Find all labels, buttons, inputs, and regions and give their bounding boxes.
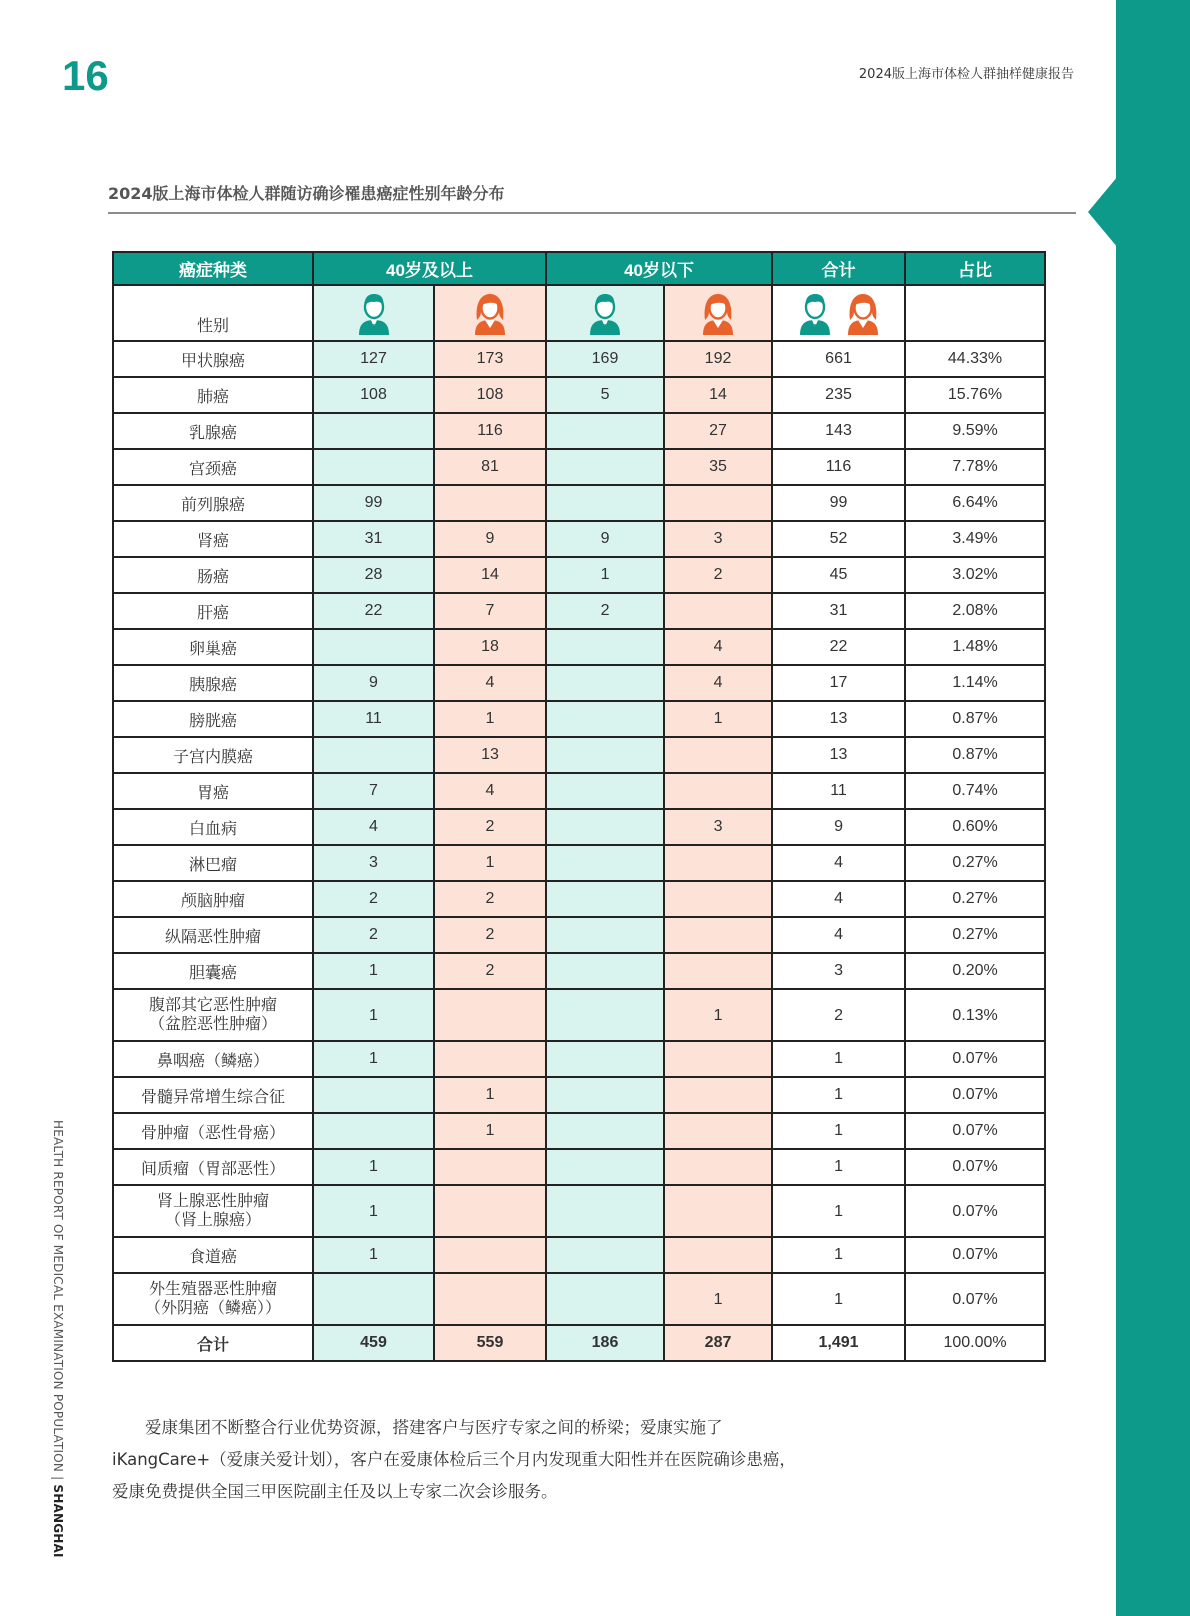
cancer-name: 乳腺癌 <box>188 424 237 442</box>
female-under-40-cell <box>664 773 772 809</box>
header-cancer-type: 癌症种类 <box>113 252 313 285</box>
male-40-plus-cell: 2 <box>313 917 434 953</box>
male-40-plus-cell: 7 <box>313 773 434 809</box>
total-cell: 1 <box>772 1077 905 1113</box>
cancer-name-cell <box>113 413 313 449</box>
table-row <box>113 341 1045 377</box>
cancer-name-subtitle: （盆腔恶性肿瘤） <box>148 1016 277 1033</box>
cancer-name-cell <box>113 809 313 845</box>
ratio-cell: 0.87% <box>905 737 1045 773</box>
table-row <box>113 665 1045 701</box>
table-row <box>113 989 1045 1041</box>
female-40-plus-cell: 1 <box>434 701 546 737</box>
male-40-plus-cell <box>313 1077 434 1113</box>
male-under-40-cell <box>546 737 664 773</box>
female-under-40-cell: 192 <box>664 341 772 377</box>
female-under-40-cell <box>664 1237 772 1273</box>
total-cell: 1,491 <box>772 1325 905 1361</box>
female-under-40-cell: 4 <box>664 665 772 701</box>
table-row <box>113 485 1045 521</box>
total-cell: 3 <box>772 953 905 989</box>
ratio-cell: 44.33% <box>905 341 1045 377</box>
empty-ratio-cell <box>905 285 1045 341</box>
body-line-3: 爱康免费提供全国三甲医院副主任及以上专家二次会诊服务。 <box>112 1482 558 1501</box>
cancer-name: 膀胱癌 <box>188 712 237 730</box>
male-40-plus-cell <box>313 629 434 665</box>
ratio-cell: 9.59% <box>905 413 1045 449</box>
female-40-plus-cell <box>434 485 546 521</box>
female-under-40-cell: 27 <box>664 413 772 449</box>
ratio-cell: 0.07% <box>905 1273 1045 1325</box>
cancer-name-cell <box>113 1113 313 1149</box>
cancer-name-cell <box>113 1185 313 1237</box>
total-cell: 4 <box>772 845 905 881</box>
male-40-plus-cell: 1 <box>313 1041 434 1077</box>
table-row <box>113 593 1045 629</box>
male-under-40-cell <box>546 989 664 1041</box>
section-title: 2024版上海市体检人群随访确诊罹患癌症性别年龄分布 <box>108 184 505 203</box>
table-row <box>113 377 1045 413</box>
male-40-plus-cell: 9 <box>313 665 434 701</box>
vertical-city: SHANGHAI <box>51 1484 65 1558</box>
cancer-name-cell <box>113 665 313 701</box>
ratio-cell: 0.27% <box>905 917 1045 953</box>
total-cell: 116 <box>772 449 905 485</box>
female-under-40-cell <box>664 845 772 881</box>
female-40-plus-cell: 108 <box>434 377 546 413</box>
table-row <box>113 845 1045 881</box>
ratio-cell: 1.14% <box>905 665 1045 701</box>
total-cell: 13 <box>772 737 905 773</box>
male-40-plus-cell: 3 <box>313 845 434 881</box>
ratio-cell: 0.60% <box>905 809 1045 845</box>
cancer-name: 甲状腺癌 <box>180 352 245 370</box>
female-40-plus-cell <box>434 1041 546 1077</box>
cancer-name: 肾癌 <box>196 532 229 550</box>
female-under-40-cell: 1 <box>664 989 772 1041</box>
male-under-40-cell <box>546 773 664 809</box>
male-under-40-cell <box>546 809 664 845</box>
cancer-name: 肺癌 <box>196 388 229 406</box>
cancer-name-cell <box>113 917 313 953</box>
ratio-cell: 3.49% <box>905 521 1045 557</box>
cancer-name-cell <box>113 1273 313 1325</box>
table-row <box>113 809 1045 845</box>
table-row <box>113 557 1045 593</box>
total-cell: 1 <box>772 1149 905 1185</box>
cancer-name-cell <box>113 449 313 485</box>
male-person-icon <box>585 291 625 335</box>
male-40-plus-cell: 22 <box>313 593 434 629</box>
female-under-40-cell: 4 <box>664 629 772 665</box>
female-40-plus-cell: 7 <box>434 593 546 629</box>
total-cell: 13 <box>772 701 905 737</box>
table-row <box>113 773 1045 809</box>
male-40-plus-cell: 31 <box>313 521 434 557</box>
total-cell: 235 <box>772 377 905 413</box>
male-under-40-cell <box>546 1077 664 1113</box>
ratio-cell: 15.76% <box>905 377 1045 413</box>
cancer-name: 白血病 <box>188 820 237 838</box>
header-total: 合计 <box>772 252 905 285</box>
ratio-cell: 0.07% <box>905 1185 1045 1237</box>
total-cell: 9 <box>772 809 905 845</box>
male-40-plus-cell: 1 <box>313 1185 434 1237</box>
male-40-plus-cell: 4 <box>313 809 434 845</box>
total-cell: 45 <box>772 557 905 593</box>
male-under-40-cell <box>546 449 664 485</box>
male-under-40-cell <box>546 701 664 737</box>
ratio-cell: 0.74% <box>905 773 1045 809</box>
male-40-plus-cell <box>313 413 434 449</box>
male-under-40-cell <box>546 413 664 449</box>
male-40-plus-cell <box>313 449 434 485</box>
cancer-name: 子宫内膜癌 <box>172 748 253 766</box>
female-under-40-cell <box>664 1041 772 1077</box>
header-title: 2024版上海市体检人群抽样健康报告 <box>858 67 1074 82</box>
cancer-name-cell <box>113 989 313 1041</box>
female-person-icon <box>698 291 738 335</box>
body-paragraph <box>112 1412 892 1508</box>
ratio-cell: 6.64% <box>905 485 1045 521</box>
male-under-40-cell <box>546 1273 664 1325</box>
table-row <box>113 1237 1045 1273</box>
male-40-plus-cell: 1 <box>313 1149 434 1185</box>
female-40-plus-cell: 2 <box>434 881 546 917</box>
ratio-cell: 0.27% <box>905 881 1045 917</box>
female-under-40-cell <box>664 881 772 917</box>
header-age-40-plus: 40岁及以上 <box>313 252 546 285</box>
male-40-plus-cell: 127 <box>313 341 434 377</box>
male-under-40-cell <box>546 629 664 665</box>
female-under-40-cell: 287 <box>664 1325 772 1361</box>
male-under-40-cell <box>546 1041 664 1077</box>
cancer-name: 宫颈癌 <box>188 460 237 478</box>
cancer-name-cell <box>113 341 313 377</box>
total-cell: 1 <box>772 1237 905 1273</box>
total-cell: 1 <box>772 1185 905 1237</box>
male-under-40-cell <box>546 665 664 701</box>
cancer-name-cell <box>113 845 313 881</box>
female-40-plus-cell: 4 <box>434 773 546 809</box>
ratio-cell: 0.07% <box>905 1077 1045 1113</box>
total-cell: 31 <box>772 593 905 629</box>
female-40-plus-cell: 2 <box>434 917 546 953</box>
female-under-40-cell <box>664 593 772 629</box>
male-under-40-cell <box>546 1113 664 1149</box>
total-cell: 17 <box>772 665 905 701</box>
male-under-40-cell: 1 <box>546 557 664 593</box>
ratio-cell: 0.87% <box>905 701 1045 737</box>
cancer-name-cell <box>113 1149 313 1185</box>
male-under-40-cell <box>546 953 664 989</box>
ratio-cell: 0.07% <box>905 1149 1045 1185</box>
total-cell: 52 <box>772 521 905 557</box>
table-row <box>113 953 1045 989</box>
cancer-name: 肝癌 <box>196 604 229 622</box>
male-under-40-cell <box>546 1185 664 1237</box>
cancer-name-cell <box>113 485 313 521</box>
male-40-plus-cell: 2 <box>313 881 434 917</box>
male-under-40-cell <box>546 1237 664 1273</box>
table-row <box>113 737 1045 773</box>
male-under-40-cell: 186 <box>546 1325 664 1361</box>
total-cell: 22 <box>772 629 905 665</box>
total-label-cell: 合计 <box>113 1325 313 1361</box>
table-row <box>113 449 1045 485</box>
total-cell: 1 <box>772 1041 905 1077</box>
female-40-plus-cell <box>434 1185 546 1237</box>
female-40-plus-cell: 559 <box>434 1325 546 1361</box>
male-under-40-cell: 9 <box>546 521 664 557</box>
cancer-distribution-table <box>112 251 1046 1362</box>
cancer-name: 食道癌 <box>188 1248 237 1266</box>
cancer-name-cell <box>113 701 313 737</box>
female-under-40-cell <box>664 485 772 521</box>
cancer-name-cell <box>113 773 313 809</box>
ratio-cell: 0.07% <box>905 1113 1045 1149</box>
male-40-plus-cell <box>313 1113 434 1149</box>
cancer-name: 淋巴瘤 <box>188 856 237 874</box>
table-header-row <box>113 252 1045 285</box>
female-under-40-cell <box>664 917 772 953</box>
cancer-name: 鼻咽癌（鳞癌） <box>156 1052 269 1070</box>
cancer-name-subtitle: （肾上腺癌） <box>164 1212 261 1229</box>
female-40-plus-cell: 18 <box>434 629 546 665</box>
female-under-40-cell: 35 <box>664 449 772 485</box>
ratio-cell: 1.48% <box>905 629 1045 665</box>
cancer-name: 胆囊癌 <box>188 964 237 982</box>
cancer-name-cell <box>113 593 313 629</box>
total-cell: 99 <box>772 485 905 521</box>
female-40-plus-cell: 2 <box>434 809 546 845</box>
body-line-2: iKangCare+（爱康关爱计划），客户在爱康体检后三个月内发现重大阳性并在医院确诊患癌， <box>112 1450 796 1469</box>
total-cell: 2 <box>772 989 905 1041</box>
cancer-name: 卵巢癌 <box>188 640 237 658</box>
table-row <box>113 1149 1045 1185</box>
table-row <box>113 701 1045 737</box>
cancer-name: 外生殖器恶性肿瘤 <box>148 1281 277 1298</box>
ratio-cell: 0.07% <box>905 1237 1045 1273</box>
cancer-name-cell <box>113 1041 313 1077</box>
female-40-plus-cell: 13 <box>434 737 546 773</box>
male-under-40-cell: 2 <box>546 593 664 629</box>
female-40-plus-cell: 2 <box>434 953 546 989</box>
ratio-cell: 0.20% <box>905 953 1045 989</box>
table-row <box>113 1113 1045 1149</box>
male-under-40-cell: 169 <box>546 341 664 377</box>
ratio-cell: 0.13% <box>905 989 1045 1041</box>
cancer-name: 纵隔恶性肿瘤 <box>164 928 261 946</box>
vertical-separator: | <box>51 1476 65 1481</box>
table-row <box>113 1185 1045 1237</box>
cancer-name: 肾上腺恶性肿瘤 <box>156 1193 269 1210</box>
male-40-plus-cell: 108 <box>313 377 434 413</box>
ratio-cell: 2.08% <box>905 593 1045 629</box>
male-40-plus-cell <box>313 737 434 773</box>
female-under-40-cell: 3 <box>664 809 772 845</box>
female-person-icon <box>843 291 883 335</box>
male-40-plus-cell: 1 <box>313 989 434 1041</box>
total-cell: 4 <box>772 917 905 953</box>
male-40-plus-cell: 1 <box>313 1237 434 1273</box>
cancer-name-cell <box>113 1237 313 1273</box>
table-row <box>113 1041 1045 1077</box>
female-under-40-cell: 1 <box>664 1273 772 1325</box>
female-under-40-cell <box>664 1113 772 1149</box>
page-number: 16 <box>62 52 109 99</box>
female-40-plus-cell: 81 <box>434 449 546 485</box>
male-40-plus-cell: 1 <box>313 953 434 989</box>
female-40-plus-cell: 116 <box>434 413 546 449</box>
cancer-name-cell <box>113 377 313 413</box>
header-ratio: 占比 <box>905 252 1045 285</box>
side-color-band <box>1116 0 1190 1616</box>
female-40-plus-cell: 1 <box>434 845 546 881</box>
ratio-cell: 3.02% <box>905 557 1045 593</box>
table-row <box>113 881 1045 917</box>
sex-row <box>113 285 1045 341</box>
body-line-1: 爱康集团不断整合行业优势资源，搭建客户与医疗专家之间的桥梁；爱康实施了 <box>145 1418 723 1437</box>
cancer-name: 腹部其它恶性肿瘤 <box>148 997 277 1014</box>
female-under-40-cell <box>664 737 772 773</box>
table-row <box>113 629 1045 665</box>
table-row <box>113 413 1045 449</box>
cancer-name-cell <box>113 737 313 773</box>
cancer-name: 肠癌 <box>196 568 229 586</box>
both-sexes-cell <box>772 285 905 341</box>
total-cell: 1 <box>772 1273 905 1325</box>
female-40-plus-cell: 14 <box>434 557 546 593</box>
ratio-cell: 0.07% <box>905 1041 1045 1077</box>
cancer-name-cell <box>113 629 313 665</box>
cancer-name: 骨髓异常增生综合征 <box>140 1088 285 1106</box>
ratio-cell: 100.00% <box>905 1325 1045 1361</box>
male-40-plus-cell: 11 <box>313 701 434 737</box>
total-row <box>113 1325 1045 1361</box>
vertical-side-caption <box>51 1120 73 1558</box>
total-cell: 4 <box>772 881 905 917</box>
table-row <box>113 521 1045 557</box>
male-under-40-cell: 5 <box>546 377 664 413</box>
male-under-40-cell <box>546 845 664 881</box>
male-40-plus-cell <box>313 1273 434 1325</box>
female-40-plus-cell <box>434 1237 546 1273</box>
male-under-40-cell <box>546 917 664 953</box>
cancer-name: 间质瘤（胃部恶性） <box>140 1160 285 1178</box>
female-under-40-cell <box>664 953 772 989</box>
male-under-40-cell <box>546 881 664 917</box>
cancer-name: 前列腺癌 <box>180 496 245 514</box>
female-under-40-cell <box>664 1185 772 1237</box>
male-40-plus-cell: 99 <box>313 485 434 521</box>
cancer-name: 骨肿瘤（恶性骨癌） <box>140 1124 285 1142</box>
female-under-40-cell: 2 <box>664 557 772 593</box>
cancer-name-cell <box>113 1077 313 1113</box>
header-age-under-40: 40岁以下 <box>546 252 772 285</box>
female-40-plus-cell <box>434 989 546 1041</box>
male-under-40-cell <box>546 485 664 521</box>
cancer-name-cell <box>113 881 313 917</box>
table-row <box>113 917 1045 953</box>
cancer-name: 胃癌 <box>196 784 229 802</box>
total-cell: 11 <box>772 773 905 809</box>
female-40-plus-cell: 173 <box>434 341 546 377</box>
male-40-plus-cell: 459 <box>313 1325 434 1361</box>
cancer-name: 颅脑肿瘤 <box>180 892 245 910</box>
female-40-plus-cell <box>434 1273 546 1325</box>
total-cell: 143 <box>772 413 905 449</box>
sex-label: 性别 <box>113 285 313 341</box>
ratio-cell: 0.27% <box>905 845 1045 881</box>
side-notch <box>1088 176 1118 248</box>
section-divider <box>108 212 1076 214</box>
cancer-name: 胰腺癌 <box>188 676 237 694</box>
female-under-40-cell: 14 <box>664 377 772 413</box>
female-40-plus-cell: 1 <box>434 1077 546 1113</box>
female-under-40-cell: 1 <box>664 701 772 737</box>
table-row <box>113 1273 1045 1325</box>
cancer-name-cell <box>113 953 313 989</box>
male-40-plus-cell <box>313 285 434 341</box>
cancer-name-subtitle: （外阴癌（鳞癌）） <box>144 1300 281 1317</box>
total-cell: 1 <box>772 1113 905 1149</box>
male-under-40-cell <box>546 285 664 341</box>
total-cell: 661 <box>772 341 905 377</box>
female-40-plus-cell <box>434 285 546 341</box>
table-row <box>113 1077 1045 1113</box>
female-40-plus-cell: 4 <box>434 665 546 701</box>
female-40-plus-cell: 9 <box>434 521 546 557</box>
cancer-name-cell <box>113 557 313 593</box>
female-person-icon <box>470 291 510 335</box>
male-person-icon <box>795 291 835 335</box>
cancer-name-cell <box>113 521 313 557</box>
female-under-40-cell: 3 <box>664 521 772 557</box>
female-40-plus-cell: 1 <box>434 1113 546 1149</box>
male-under-40-cell <box>546 1149 664 1185</box>
female-under-40-cell <box>664 1149 772 1185</box>
male-person-icon <box>354 291 394 335</box>
female-under-40-cell <box>664 285 772 341</box>
vertical-report-name: HEALTH REPORT OF MEDICAL EXAMINATION POPULATION <box>51 1120 65 1473</box>
female-under-40-cell <box>664 1077 772 1113</box>
female-40-plus-cell <box>434 1149 546 1185</box>
ratio-cell: 7.78% <box>905 449 1045 485</box>
male-40-plus-cell: 28 <box>313 557 434 593</box>
